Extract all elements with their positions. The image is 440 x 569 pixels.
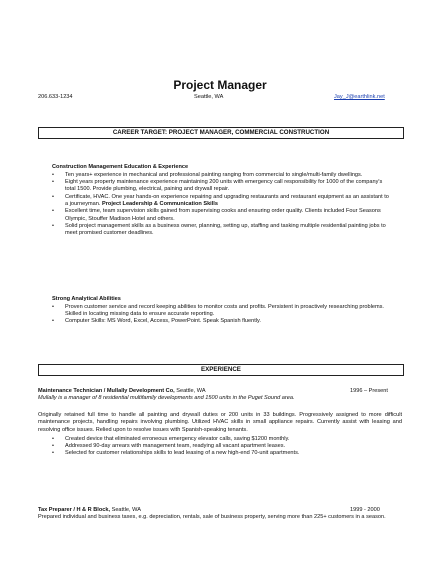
- education-item-text: Certificate, HVAC. One year hands-on experience repairing and upgrading restaurants and restaurant equipment as an assistant to a journeyman.: [65, 193, 389, 207]
- experience-heading-box: EXPERIENCE: [38, 364, 404, 376]
- job-title: Tax Preparer / H & R Block,: [38, 507, 111, 513]
- job-description: Prepared individual and business taxes, e.g. depreciation, rentals, sale of business property, serving more than 225+ customers in a season.: [38, 514, 386, 520]
- job-location: Seattle, WA: [111, 507, 141, 513]
- education-item: • Solid project management skills as a business owner, planning, setting up, staffing and tasking multiple residential painting jobs to meet promised customer deadlines.: [52, 223, 392, 238]
- job-header: [38, 388, 402, 395]
- contact-phone: 206.633-1234: [38, 94, 73, 100]
- resume-name-title: Project Manager: [173, 78, 267, 92]
- job-bullet: • Created device that eliminated erroneous emergency elevator calls, saving $1200 monthly.: [52, 436, 402, 443]
- contact-email-link[interactable]: Jay_J@earthlink.net: [334, 94, 385, 100]
- analytical-section: [52, 296, 392, 326]
- education-list: [52, 172, 392, 238]
- education-item: • Eight years property maintenance experience maintaining 200 units with emergency call responsibility for 1000 of the company's total 1500. Provide plumbing, electrical, paining and drywall repair.: [52, 179, 392, 194]
- education-item: [52, 194, 392, 209]
- education-item: • Excellent time, team supervision skills gained from supervising cooks and ensuring order quality. Clients included Four Seasons Olympic, Stouffer Madison Hotel and others.: [52, 208, 392, 223]
- job-dates: 1996 – Present: [350, 388, 388, 394]
- job-entry: [38, 388, 402, 458]
- education-item: • Ten years+ experience in mechanical and professional painting ranging from commercial to single/multi-family dwellings.: [52, 172, 392, 179]
- contact-location: Seattle, WA: [194, 94, 224, 100]
- education-section-title: Construction Management Education & Experience: [52, 164, 189, 170]
- education-section: [52, 164, 392, 237]
- job-title: Maintenance Technician / Mullally Development Co,: [38, 388, 175, 394]
- job-subtitle: Mullally is a manager of 8 residential multifamily developments and 1500 units in the Puget Sound area.: [38, 395, 295, 401]
- analytical-item: • Proven customer service and record keeping abilities to monitor costs and profits. Persistent in proactively researching problems. Skilled in locating missing data to ensure accurate reporting.: [52, 304, 392, 319]
- job-entry: [38, 507, 402, 521]
- analytical-item: • Computer Skills: MS Word, Excel, Access, PowerPoint. Speak Spanish fluently.: [52, 318, 392, 325]
- job-bullets: [52, 436, 402, 458]
- career-target-box: CAREER TARGET: PROJECT MANAGER, COMMERCIAL CONSTRUCTION: [38, 127, 404, 139]
- education-item-bold: Project Leadership & Communication Skills: [102, 200, 218, 207]
- job-description: Originally retained full time to handle all painting and drywall duties or 200 units in 33 buildings. Progressively assigned to more difficult maintenance projects, handling repairs involving plumbing. Utilized HVAC skills in small appliance repairs. Currently assist with leasing and resolving office issues. Relied upon to resolve issues with Spanish-speaking tenants.: [38, 412, 402, 433]
- job-dates: 1999 - 2000: [350, 507, 380, 513]
- job-bullet: • Selected for customer relationships skills to lead leasing of a new high-end 70-unit apartments.: [52, 450, 402, 457]
- analytical-section-title: Strong Analytical Abilities: [52, 296, 121, 302]
- analytical-list: [52, 304, 392, 326]
- job-header: [38, 507, 402, 514]
- job-bullet: • Addressed 90-day arrears with management team, readying all vacant apartment leases.: [52, 443, 402, 450]
- job-location: Seattle, WA: [176, 388, 206, 394]
